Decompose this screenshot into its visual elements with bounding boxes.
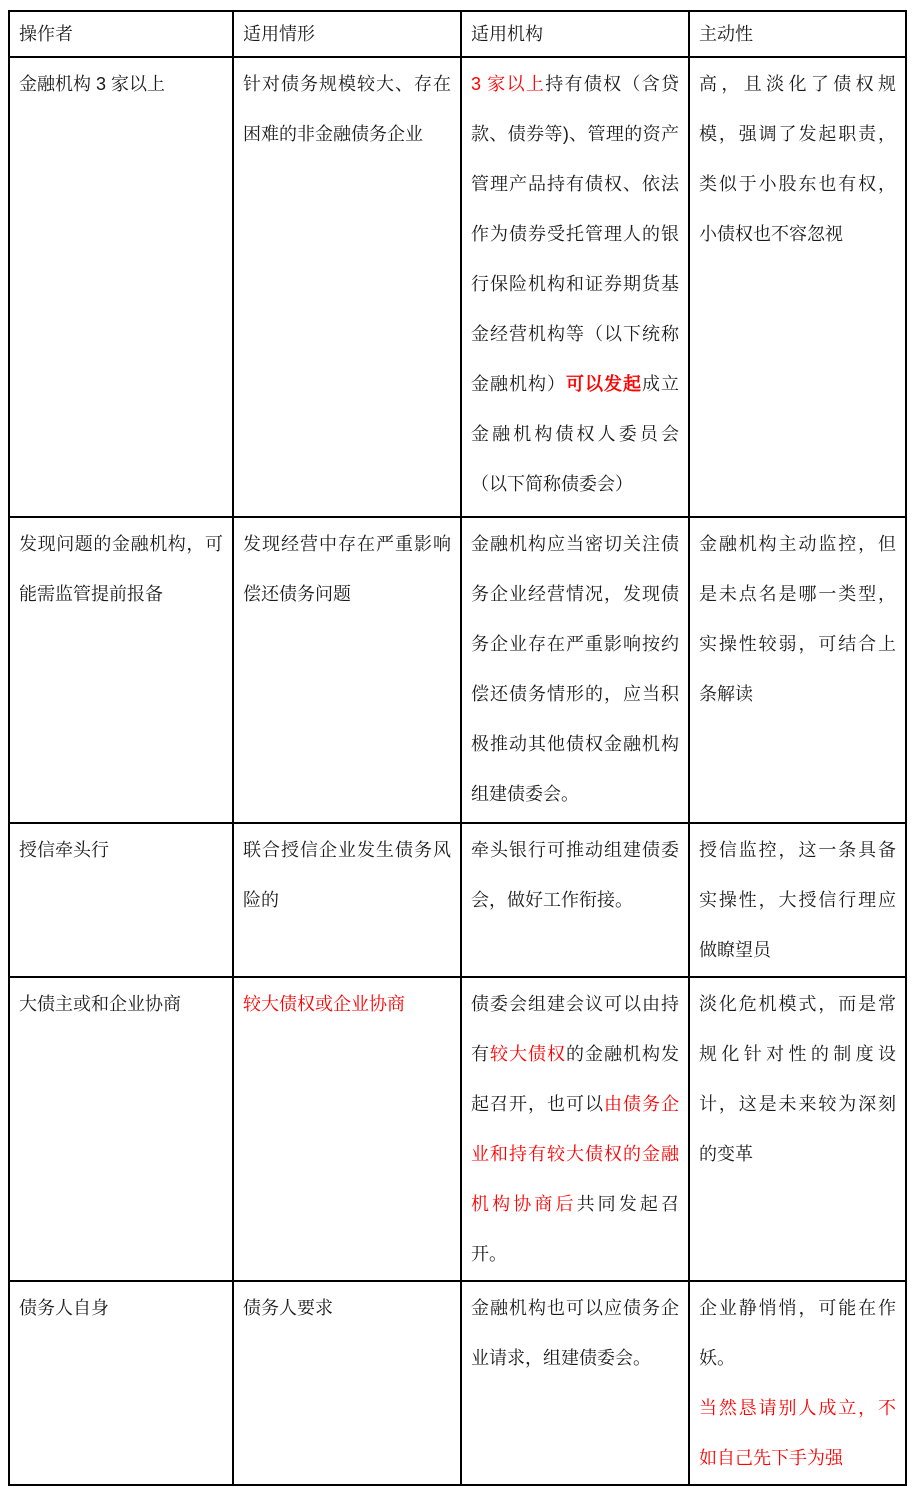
cell-text: 债务人要求: [243, 1298, 333, 1318]
cell-text: 成立金融机构债权人委员会（以下简称债委会）: [471, 374, 679, 494]
cell-text: 金融机构 3 家以上: [19, 74, 166, 94]
table-body: [9, 57, 906, 1485]
highlighted-text: 由债务企业和持有较大债权的金融机构协商后: [471, 1094, 679, 1214]
table-cell: [461, 1281, 689, 1485]
table-header-row: [9, 11, 906, 57]
cell-text: 金融机构也可以应债务企业请求，组建债委会。: [471, 1298, 679, 1368]
cell-text: 授信牵头行: [19, 840, 109, 860]
cell-text: 发现经营中存在严重影响偿还债务问题: [243, 534, 451, 604]
cell-text: 授信监控，这一条具备实操性，大授信行理应做瞭望员: [699, 840, 896, 960]
table-cell: [9, 823, 233, 977]
cell-text: 牵头银行可推动组建债委会，做好工作衔接。: [471, 840, 679, 910]
table-cell: [233, 977, 461, 1281]
cell-text: 债委会组建会议可以由持有: [471, 994, 679, 1064]
highlighted-text: 较大债权或企业协商: [243, 994, 405, 1014]
table-cell: [689, 977, 906, 1281]
cell-text: 共同发起召开。: [471, 1194, 680, 1264]
highlighted-text: 可以发起: [566, 374, 642, 394]
table-cell: [461, 57, 689, 517]
table-row: [9, 977, 906, 1281]
table-cell: [233, 517, 461, 823]
cell-text: 联合授信企业发生债务风险的: [243, 840, 451, 910]
cell-text: 高，且淡化了债权规模，强调了发起职责，类似于小股东也有权，小债权也不容忽视: [699, 74, 896, 244]
column-header-operator: 操作者: [9, 11, 233, 57]
table-row: [9, 823, 906, 977]
cell-text: 大债主或和企业协商: [19, 994, 181, 1014]
highlighted-text: 当然恳请别人成立，不如自己先下手为强: [699, 1398, 896, 1468]
table-cell: [9, 57, 233, 517]
document-page: [0, 10, 914, 1468]
table-cell: [233, 57, 461, 517]
cell-text: 发现问题的金融机构，可能需监管提前报备: [19, 534, 223, 604]
column-header-initiative: 主动性: [689, 11, 906, 57]
cell-text: 的金融机构发起召开，也可以: [471, 1044, 679, 1114]
cell-text: 金融机构主动监控，但是未点名是哪一类型，实操性较弱，可结合上条解读: [699, 534, 896, 704]
cell-text: 持有债权（含贷款、债券等)、管理的资产管理产品持有债权、依法作为债券受托管理人的银行保险机构和证券期货基金经营机构等（以下统称金融机构）: [471, 74, 680, 394]
table-cell: [461, 823, 689, 977]
table-cell: [9, 1281, 233, 1485]
table-row: [9, 1281, 906, 1485]
cell-text: 针对债务规模较大、存在困难的非金融债务企业: [243, 74, 451, 144]
column-header-institution: 适用机构: [461, 11, 689, 57]
cell-text: 淡化危机模式，而是常规化针对性的制度设计，这是未来较为深刻的变革: [699, 994, 896, 1164]
table-cell: [689, 1281, 906, 1485]
comparison-table: [8, 10, 907, 1486]
table-cell: [233, 823, 461, 977]
table-cell: [689, 823, 906, 977]
table-cell: [9, 977, 233, 1281]
table-row: [9, 517, 906, 823]
table-cell: [461, 517, 689, 823]
highlighted-text: 3 家以上: [471, 74, 546, 94]
table-cell: [9, 517, 233, 823]
table-cell: [689, 517, 906, 823]
table-cell: [461, 977, 689, 1281]
table-cell: [233, 1281, 461, 1485]
table-row: [9, 57, 906, 517]
column-header-situation: 适用情形: [233, 11, 461, 57]
cell-text: 债务人自身: [19, 1298, 109, 1318]
highlighted-text: 较大债权: [490, 1044, 566, 1064]
table-cell: [689, 57, 906, 517]
cell-text: 金融机构应当密切关注债务企业经营情况，发现债务企业存在严重影响按约偿还债务情形的，应当积极推动其他债权金融机构组建债委会。: [471, 534, 679, 804]
cell-text: 企业静悄悄，可能在作妖。: [699, 1298, 896, 1368]
